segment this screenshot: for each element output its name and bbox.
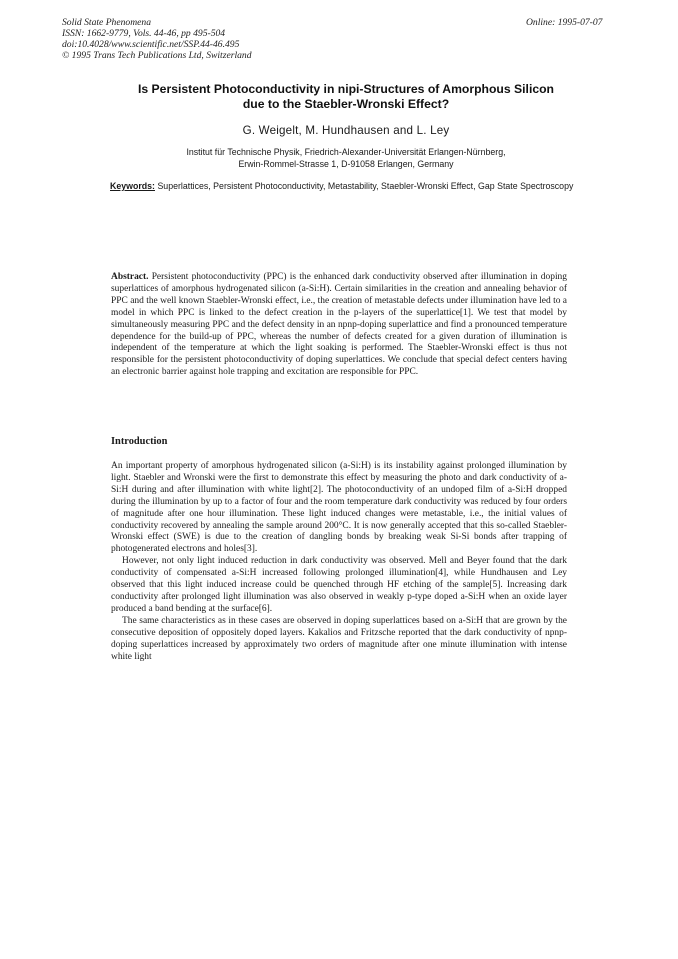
intro-paragraph: The same characteristics as in these cases are observed in doping superlattices based on a-Si:H that are grown by the consecutive deposition of oppositely doped layers. Kakalios and Fritzsche reported that the dark conductivity of npnp-doping superlattices increased by approximately two orders of magnitude after one minute illumination with intense white light (111, 615, 567, 662)
doi-line[interactable]: doi:10.4028/www.scientific.net/SSP.44-46.495 (62, 39, 240, 50)
keywords-label: Keywords: (110, 181, 155, 191)
keywords-block (110, 180, 580, 192)
online-date: Online: 1995-07-07 (526, 17, 603, 28)
affiliation-line-1: Institut für Technische Physik, Friedrich-Alexander-Universität Erlangen-Nürnberg, (186, 147, 506, 157)
issn-line: ISSN: 1662-9779, Vols. 44-46, pp 495-504 (62, 28, 226, 39)
abstract-label: Abstract. (111, 272, 149, 282)
title-line-1: Is Persistent Photoconductivity in nipi-Structures of Amorphous Silicon (138, 82, 554, 96)
intro-paragraph: An important property of amorphous hydrogenated silicon (a-Si:H) is its instability against prolonged illumination by light. Staebler and Wronski were the first to demonstrate this effect by measuring the photo and dark conductivity of a-Si:H during and after illumination with white light[2]. The photoconductivity of an undoped film of a-Si:H dropped during the illumination by up to a factor of four and the room temperature dark conductivity was reduced by four orders of magnitude after one hour illumination. These light induced changes were metastable, i.e., the initial values of conductivity recovered by annealing the sample around 200°C. It is now generally accepted that this so-called Staebler-Wronski effect (SWE) is due to the creation of dangling bonds by breaking weak Si-Si bonds after trapping of photogenerated electrons and holes[3]. (111, 461, 567, 555)
title-line-2: due to the Staebler-Wronski Effect? (242, 97, 450, 111)
affiliation-line-2: Erwin-Rommel-Strasse 1, D-91058 Erlangen, Germany (238, 159, 454, 169)
copyright-line: © 1995 Trans Tech Publications Ltd, Switzerland (62, 50, 252, 61)
journal-header (62, 17, 252, 61)
abstract-text: Persistent photoconductivity (PPC) is the enhanced dark conductivity observed after illumination in doping superlattices of amorphous hydrogenated silicon (a-Si:H). Certain similarities in the creation and annealing behavior of PPC and the well known Staebler-Wronski effect, i.e., the creation of metastable defects under illumination have led to a model in which PPC is linked to the defect creation in the p-layers of the superlattice[1]. We test that model by simultaneously measuring PPC and the defect density in an npnp-doping superlattice and find a pronounced temperature dependence for the build-up of PPC, whereas the number of defects created for a given duration of illumination is independent of the temperature at which the light soaking is performed. The Staebler-Wronski effect is thus not responsible for the persistent photoconductivity of doping superlattices. We conclude that special defect centers having an electronic barrier against hole trapping and excitation are responsible for PPC. (111, 272, 567, 378)
keywords-text: Superlattices, Persistent Photoconductivity, Metastability, Staebler-Wronski Effect, Gap State Spectroscopy (157, 181, 574, 191)
affiliation (70, 146, 622, 170)
author-list: G. Weigelt, M. Hundhausen and L. Ley (242, 124, 450, 137)
introduction-section (111, 461, 567, 663)
journal-name: Solid State Phenomena (62, 17, 151, 28)
introduction-heading: Introduction (111, 436, 168, 447)
abstract-section (111, 272, 567, 379)
paper-title (70, 82, 622, 112)
intro-paragraph: However, not only light induced reduction in dark conductivity was observed. Mell and Beyer found that the dark conductivity of compensated a-Si:H increased following prolonged illumination[4], while Hundhausen and Ley observed that this light induced increase could be quenched through HF etching of the sample[5]. Increasing dark conductivity after prolonged light illumination was also observed in weakly p-type doped a-Si:H when an oxide layer produced a band bending at the surface[6]. (111, 556, 567, 614)
